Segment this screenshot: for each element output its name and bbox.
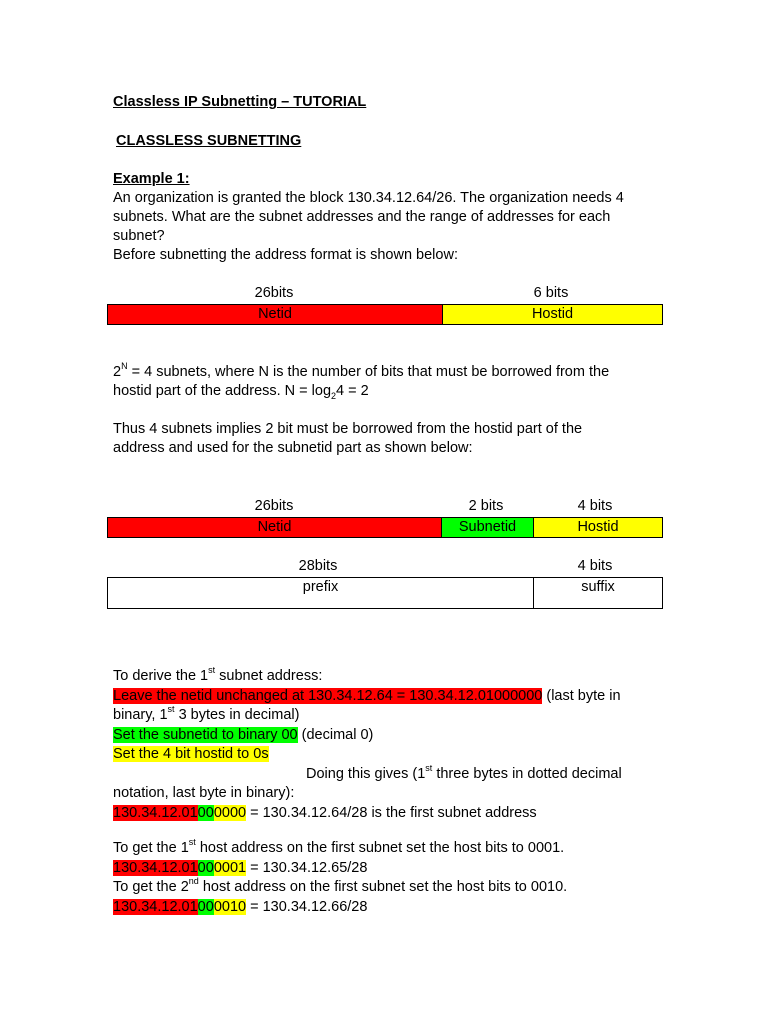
formula-line	[113, 363, 673, 382]
result-host-part: 0010	[213, 898, 247, 915]
derive-intro-line	[113, 667, 673, 687]
derive-text: (last byte in	[542, 687, 621, 704]
host-text: = 130.34.12.65/28	[246, 859, 368, 876]
subnetid-step-highlight: Set the subnetid to binary 00	[113, 726, 298, 743]
host-address-section	[113, 839, 673, 917]
result-net-part: 130.34.12.01	[113, 898, 198, 915]
log-base: 2	[331, 390, 337, 401]
derive-text: = 130.34.12.64/28 is the first subnet address	[246, 804, 537, 821]
result-net-part: 130.34.12.01	[113, 859, 198, 876]
derive-text: To derive the 1	[113, 668, 209, 684]
formula-text: hostid part of the address. N = log	[113, 383, 332, 399]
formula-base: 2	[113, 364, 122, 380]
diagram1-hostid-cell: Hostid	[442, 305, 662, 324]
intro-paragraph	[113, 189, 673, 265]
intro-line: An organization is granted the block 130.34.12.64/26. The organization needs 4	[113, 190, 624, 206]
hostid-step-highlight: Set the 4 bit hostid to 0s	[113, 746, 269, 762]
diagram1-netid-cell: Netid	[108, 305, 442, 324]
diagram3-prefix-suffix-bar	[107, 577, 663, 609]
host-text: To get the 1	[113, 840, 189, 856]
diagram2-host-bits-label: 4 bits	[577, 498, 613, 514]
diagram2-netid-cell: Netid	[108, 518, 441, 537]
formula-exponent: N	[121, 361, 128, 372]
host1-instruction	[113, 839, 673, 859]
document-title: Classless IP Subnetting – TUTORIAL	[113, 94, 367, 110]
ordinal-suffix: st	[167, 704, 175, 715]
result-subnet-part: 00	[197, 859, 214, 876]
derive-step-netid	[113, 687, 673, 707]
result-net-part: 130.34.12.01	[113, 804, 198, 821]
formula-text: = 4 subnets, where N is the number of bits that must be borrowed from the	[127, 364, 610, 380]
borrow-line: address and used for the subnetid part as shown below:	[113, 440, 473, 456]
derive-text: (decimal 0)	[297, 726, 374, 743]
diagram3-suffix-bits-label: 4 bits	[577, 558, 613, 574]
borrow-paragraph	[113, 420, 673, 458]
borrow-line: Thus 4 subnets implies 2 bit must be borrowed from the hostid part of the	[113, 421, 583, 437]
intro-line: subnets. What are the subnet addresses and the range of addresses for each	[113, 209, 611, 225]
intro-line: subnet?	[113, 228, 165, 244]
formula-line	[113, 382, 673, 401]
diagram3-prefix-bits-label: 28bits	[298, 558, 338, 574]
result-subnet-part: 00	[197, 898, 214, 915]
ordinal-suffix: st	[208, 665, 216, 676]
netid-step-highlight: Leave the netid unchanged at 130.34.12.64 = 130.34.12.01000000	[113, 687, 543, 704]
diagram3-suffix-cell: suffix	[533, 578, 662, 608]
result-host-part: 0001	[213, 859, 247, 876]
result-host-part: 0000	[213, 804, 247, 821]
section-heading: CLASSLESS SUBNETTING	[116, 133, 302, 149]
result-subnet-part: 00	[197, 804, 214, 821]
intro-line: Before subnetting the address format is shown below:	[113, 247, 458, 263]
diagram2-hostid-cell: Hostid	[533, 518, 662, 537]
diagram2-subnet-bits-label: 2 bits	[468, 498, 504, 514]
host2-result	[113, 898, 673, 918]
formula-text: 4 = 2	[336, 383, 369, 399]
derive-text: subnet address:	[215, 668, 323, 684]
diagram3-prefix-cell: prefix	[302, 579, 339, 595]
derivation-section	[113, 667, 673, 823]
derive-text: 3 bytes in decimal)	[174, 707, 300, 723]
derive-step-hostid	[113, 745, 673, 765]
example-heading: Example 1:	[113, 171, 190, 187]
host-text: = 130.34.12.66/28	[246, 898, 368, 915]
host-text: To get the 2	[113, 879, 189, 895]
diagram1-address-bar	[107, 304, 663, 325]
diagram1-net-bits-label: 26bits	[254, 285, 294, 301]
diagram1-host-bits-label: 6 bits	[533, 285, 569, 301]
ordinal-suffix: st	[188, 837, 196, 848]
derive-gives-cont: notation, last byte in binary):	[113, 785, 295, 801]
ordinal-suffix: st	[425, 762, 433, 773]
diagram2-subnetid-cell: Subnetid	[441, 518, 533, 537]
diagram2-address-bar	[107, 517, 663, 538]
derive-step-subnetid	[113, 726, 673, 746]
first-subnet-result	[113, 804, 673, 824]
derive-text: Doing this gives (1	[306, 765, 426, 782]
derive-text: three bytes in dotted decimal	[432, 765, 622, 782]
ordinal-suffix: nd	[188, 876, 199, 887]
host-text: host address on the first subnet set the host bits to 0001.	[195, 840, 565, 856]
host-text: host address on the first subnet set the host bits to 0010.	[198, 879, 568, 895]
formula-paragraph	[113, 363, 673, 401]
derive-step-netid-cont	[113, 706, 673, 726]
derive-text: binary, 1	[113, 707, 168, 723]
derive-gives-line	[113, 762, 673, 785]
host2-instruction	[113, 878, 673, 898]
diagram2-net-bits-label: 26bits	[254, 498, 294, 514]
